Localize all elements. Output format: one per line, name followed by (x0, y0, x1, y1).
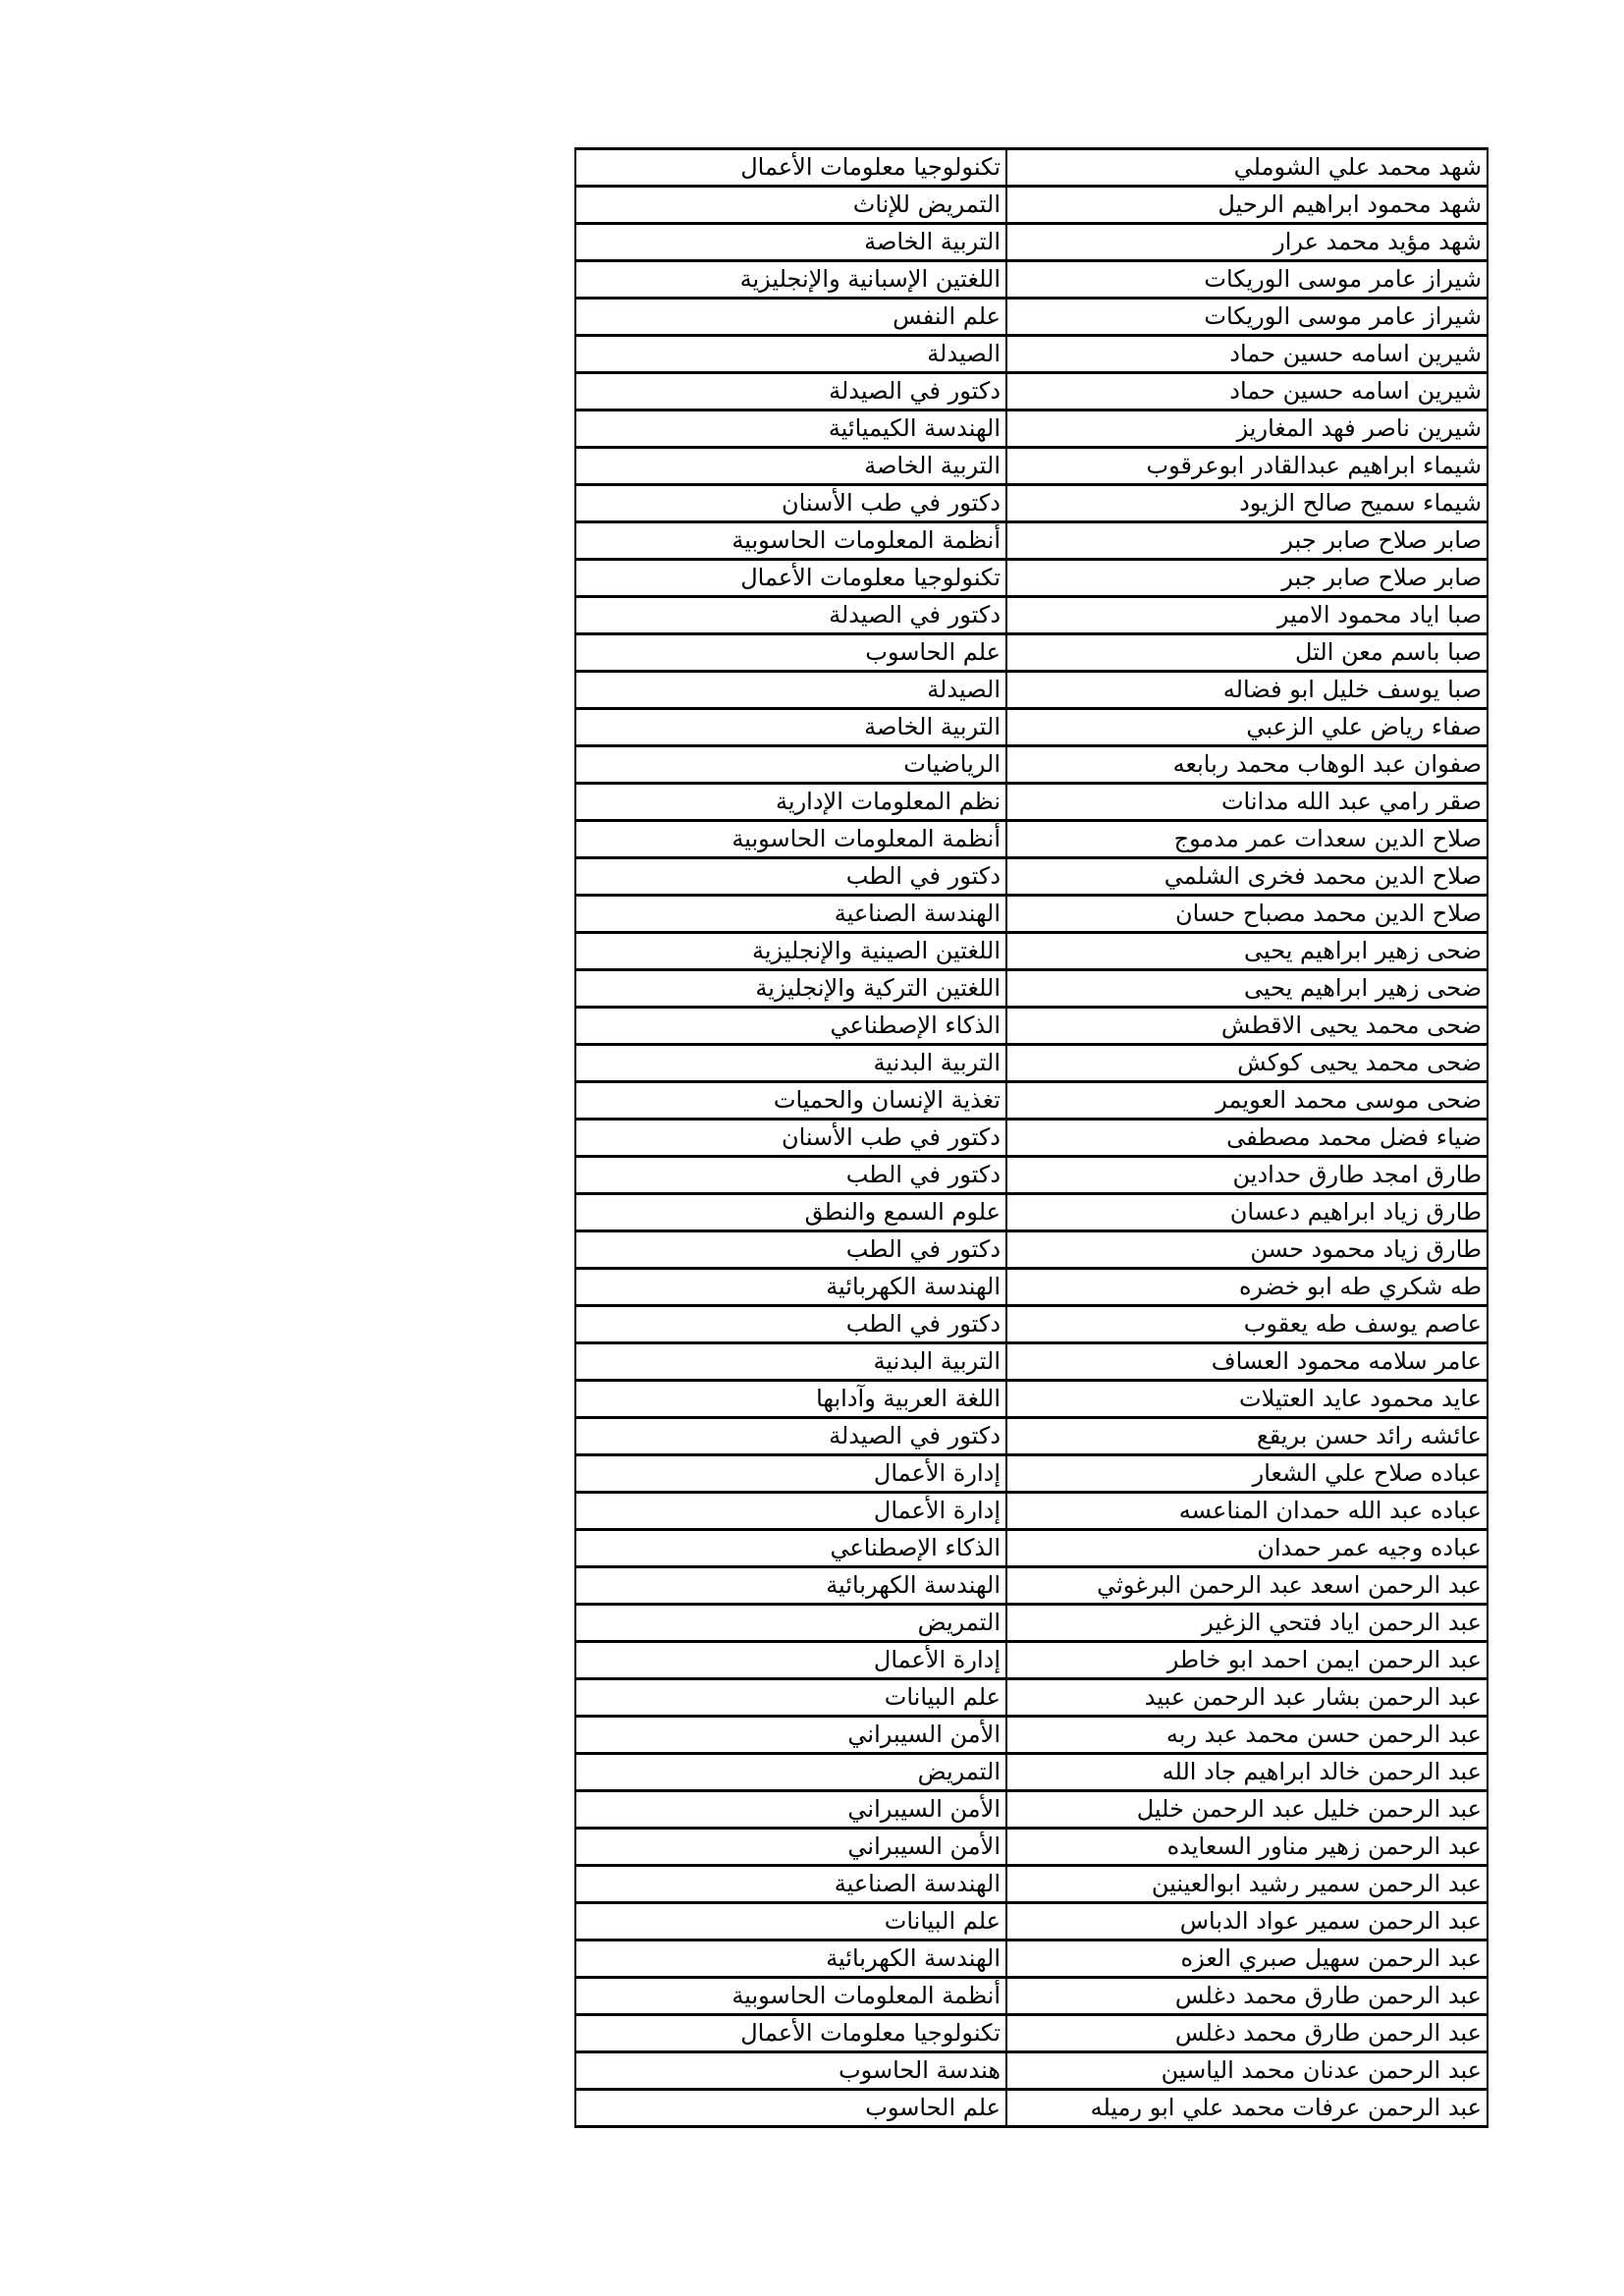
table-row (575, 1530, 1488, 1567)
major-cell: دكتور في طب الأسنان (575, 1120, 1006, 1157)
major-cell: تكنولوجيا معلومات الأعمال (575, 149, 1006, 187)
major-cell: الرياضيات (575, 746, 1006, 784)
major-cell: دكتور في الطب (575, 1157, 1006, 1194)
major-cell: التربية البدنية (575, 1045, 1006, 1082)
major-cell: التربية الخاصة (575, 448, 1006, 485)
major-cell: الأمن السيبراني (575, 1829, 1006, 1866)
student-name-cell: صبا اياد محمود الامير (1006, 597, 1488, 634)
student-name-cell: طارق زياد محمود حسن (1006, 1231, 1488, 1269)
table-row (575, 261, 1488, 299)
student-name-cell: عباده صلاح علي الشعار (1006, 1455, 1488, 1493)
table-row (575, 2052, 1488, 2090)
table-row (575, 336, 1488, 373)
student-name-cell: عائشه رائد حسن بريقع (1006, 1418, 1488, 1455)
table-row (575, 1082, 1488, 1120)
student-name-cell: شهد محمد علي الشوملي (1006, 149, 1488, 187)
student-name-cell: شيراز عامر موسى الوريكات (1006, 299, 1488, 336)
major-cell: التربية الخاصة (575, 709, 1006, 746)
student-name-cell: ضحى محمد يحيى كوكش (1006, 1045, 1488, 1082)
table-row (575, 1978, 1488, 2015)
table-row (575, 858, 1488, 896)
table-row (575, 970, 1488, 1008)
student-name-cell: عبد الرحمن ايمن احمد ابو خاطر (1006, 1642, 1488, 1679)
table-row (575, 448, 1488, 485)
major-cell: التمريض (575, 1605, 1006, 1642)
student-name-cell: ضياء فضل محمد مصطفى (1006, 1120, 1488, 1157)
table-row (575, 1120, 1488, 1157)
major-cell: إدارة الأعمال (575, 1642, 1006, 1679)
student-name-cell: عاصم يوسف طه يعقوب (1006, 1306, 1488, 1343)
graduates-table-body (575, 149, 1488, 2127)
major-cell: نظم المعلومات الإدارية (575, 784, 1006, 821)
student-name-cell: عبد الرحمن زهير مناور السعايده (1006, 1829, 1488, 1866)
student-name-cell: شيماء ابراهيم عبدالقادر ابوعرقوب (1006, 448, 1488, 485)
table-row (575, 933, 1488, 970)
student-name-cell: عباده عبد الله حمدان المناعسه (1006, 1493, 1488, 1530)
student-name-cell: صلاح الدين محمد فخرى الشلمي (1006, 858, 1488, 896)
table-row (575, 1493, 1488, 1530)
major-cell: علم الحاسوب (575, 634, 1006, 672)
major-cell: علم البيانات (575, 1679, 1006, 1717)
major-cell: الهندسة الكهربائية (575, 1269, 1006, 1306)
student-name-cell: عبد الرحمن بشار عبد الرحمن عبيد (1006, 1679, 1488, 1717)
major-cell: الذكاء الإصطناعي (575, 1530, 1006, 1567)
table-row (575, 1791, 1488, 1829)
student-name-cell: ضحى موسى محمد العويمر (1006, 1082, 1488, 1120)
student-name-cell: شهد مؤيد محمد عرار (1006, 224, 1488, 261)
major-cell: التربية الخاصة (575, 224, 1006, 261)
major-cell: تغذية الإنسان والحميات (575, 1082, 1006, 1120)
major-cell: هندسة الحاسوب (575, 2052, 1006, 2090)
student-name-cell: عايد محمود عايد العتيلات (1006, 1381, 1488, 1418)
major-cell: علم النفس (575, 299, 1006, 336)
table-row (575, 709, 1488, 746)
major-cell: التمريض (575, 1754, 1006, 1791)
student-name-cell: طارق زياد ابراهيم دعسان (1006, 1194, 1488, 1231)
student-name-cell: صابر صلاح صابر جبر (1006, 522, 1488, 560)
major-cell: علوم السمع والنطق (575, 1194, 1006, 1231)
student-name-cell: صفوان عبد الوهاب محمد ربابعه (1006, 746, 1488, 784)
major-cell: أنظمة المعلومات الحاسوبية (575, 821, 1006, 858)
table-row (575, 2015, 1488, 2052)
graduates-table (574, 147, 1489, 2128)
major-cell: الهندسة الكهربائية (575, 1567, 1006, 1605)
student-name-cell: عبد الرحمن اسعد عبد الرحمن البرغوثي (1006, 1567, 1488, 1605)
major-cell: اللغتين التركية والإنجليزية (575, 970, 1006, 1008)
student-name-cell: ضحى زهير ابراهيم يحيى (1006, 970, 1488, 1008)
table-row (575, 1903, 1488, 1941)
table-row (575, 1567, 1488, 1605)
table-row (575, 821, 1488, 858)
table-row (575, 2090, 1488, 2127)
table-row (575, 1679, 1488, 1717)
table-row (575, 634, 1488, 672)
table-row (575, 299, 1488, 336)
student-name-cell: ضحى محمد يحيى الاقطش (1006, 1008, 1488, 1045)
student-name-cell: عبد الرحمن سمير رشيد ابوالعينين (1006, 1866, 1488, 1903)
major-cell: الصيدلة (575, 336, 1006, 373)
student-name-cell: عبد الرحمن عرفات محمد علي ابو رميله (1006, 2090, 1488, 2127)
student-name-cell: عبد الرحمن طارق محمد دغلس (1006, 1978, 1488, 2015)
table-row (575, 1231, 1488, 1269)
student-name-cell: عبد الرحمن سهيل صبري العزه (1006, 1941, 1488, 1978)
table-row (575, 746, 1488, 784)
table-row (575, 1455, 1488, 1493)
student-name-cell: شيرين ناصر فهد المغاريز (1006, 410, 1488, 448)
table-row (575, 1381, 1488, 1418)
student-name-cell: شيرين اسامه حسين حماد (1006, 373, 1488, 410)
student-name-cell: عباده وجيه عمر حمدان (1006, 1530, 1488, 1567)
table-row (575, 1642, 1488, 1679)
table-row (575, 896, 1488, 933)
student-name-cell: شيراز عامر موسى الوريكات (1006, 261, 1488, 299)
table-row (575, 410, 1488, 448)
student-name-cell: صقر رامي عبد الله مدانات (1006, 784, 1488, 821)
table-row (575, 1157, 1488, 1194)
student-name-cell: شهد محمود ابراهيم الرحيل (1006, 187, 1488, 224)
major-cell: دكتور في الطب (575, 1306, 1006, 1343)
major-cell: أنظمة المعلومات الحاسوبية (575, 522, 1006, 560)
student-name-cell: صلاح الدين محمد مصباح حسان (1006, 896, 1488, 933)
major-cell: الهندسة الكيميائية (575, 410, 1006, 448)
major-cell: تكنولوجيا معلومات الأعمال (575, 2015, 1006, 2052)
student-name-cell: صفاء رياض علي الزعبي (1006, 709, 1488, 746)
table-row (575, 1866, 1488, 1903)
table-row (575, 522, 1488, 560)
table-row (575, 1605, 1488, 1642)
student-name-cell: صبا يوسف خليل ابو فضاله (1006, 672, 1488, 709)
student-name-cell: صابر صلاح صابر جبر (1006, 560, 1488, 597)
table-row (575, 1829, 1488, 1866)
major-cell: دكتور في الطب (575, 1231, 1006, 1269)
major-cell: اللغتين الصينية والإنجليزية (575, 933, 1006, 970)
table-row (575, 149, 1488, 187)
major-cell: الهندسة الصناعية (575, 896, 1006, 933)
table-row (575, 672, 1488, 709)
student-name-cell: عبد الرحمن خليل عبد الرحمن خليل (1006, 1791, 1488, 1829)
table-row (575, 1717, 1488, 1754)
major-cell: تكنولوجيا معلومات الأعمال (575, 560, 1006, 597)
student-name-cell: طارق امجد طارق حدادين (1006, 1157, 1488, 1194)
student-name-cell: شيرين اسامه حسين حماد (1006, 336, 1488, 373)
student-name-cell: عامر سلامه محمود العساف (1006, 1343, 1488, 1381)
major-cell: التمريض للإناث (575, 187, 1006, 224)
table-row (575, 560, 1488, 597)
major-cell: الهندسة الصناعية (575, 1866, 1006, 1903)
student-name-cell: عبد الرحمن خالد ابراهيم جاد الله (1006, 1754, 1488, 1791)
table-row (575, 1941, 1488, 1978)
major-cell: اللغتين الإسبانية والإنجليزية (575, 261, 1006, 299)
table-row (575, 1754, 1488, 1791)
student-name-cell: عبد الرحمن سمير عواد الدباس (1006, 1903, 1488, 1941)
table-row (575, 1269, 1488, 1306)
major-cell: دكتور في طب الأسنان (575, 485, 1006, 522)
student-name-cell: شيماء سميح صالح الزيود (1006, 485, 1488, 522)
major-cell: اللغة العربية وآدابها (575, 1381, 1006, 1418)
table-row (575, 1343, 1488, 1381)
major-cell: علم الحاسوب (575, 2090, 1006, 2127)
student-name-cell: عبد الرحمن حسن محمد عبد ربه (1006, 1717, 1488, 1754)
major-cell: الأمن السيبراني (575, 1791, 1006, 1829)
major-cell: إدارة الأعمال (575, 1455, 1006, 1493)
major-cell: الأمن السيبراني (575, 1717, 1006, 1754)
major-cell: الذكاء الإصطناعي (575, 1008, 1006, 1045)
table-row (575, 597, 1488, 634)
major-cell: التربية البدنية (575, 1343, 1006, 1381)
table-row (575, 1194, 1488, 1231)
table-row (575, 485, 1488, 522)
major-cell: دكتور في الصيدلة (575, 373, 1006, 410)
major-cell: إدارة الأعمال (575, 1493, 1006, 1530)
major-cell: الهندسة الكهربائية (575, 1941, 1006, 1978)
student-name-cell: طه شكري طه ابو خضره (1006, 1269, 1488, 1306)
major-cell: دكتور في الصيدلة (575, 597, 1006, 634)
table-row (575, 373, 1488, 410)
major-cell: أنظمة المعلومات الحاسوبية (575, 1978, 1006, 2015)
table-row (575, 187, 1488, 224)
student-name-cell: عبد الرحمن طارق محمد دغلس (1006, 2015, 1488, 2052)
major-cell: دكتور في الصيدلة (575, 1418, 1006, 1455)
table-row (575, 224, 1488, 261)
major-cell: الصيدلة (575, 672, 1006, 709)
table-row (575, 784, 1488, 821)
student-name-cell: عبد الرحمن عدنان محمد الياسين (1006, 2052, 1488, 2090)
major-cell: علم البيانات (575, 1903, 1006, 1941)
table-row (575, 1418, 1488, 1455)
major-cell: دكتور في الطب (575, 858, 1006, 896)
table-row (575, 1306, 1488, 1343)
student-name-cell: عبد الرحمن اياد فتحي الزغير (1006, 1605, 1488, 1642)
student-name-cell: صلاح الدين سعدات عمر مدموج (1006, 821, 1488, 858)
table-row (575, 1008, 1488, 1045)
student-name-cell: صبا باسم معن التل (1006, 634, 1488, 672)
table-row (575, 1045, 1488, 1082)
student-name-cell: ضحى زهير ابراهيم يحيى (1006, 933, 1488, 970)
